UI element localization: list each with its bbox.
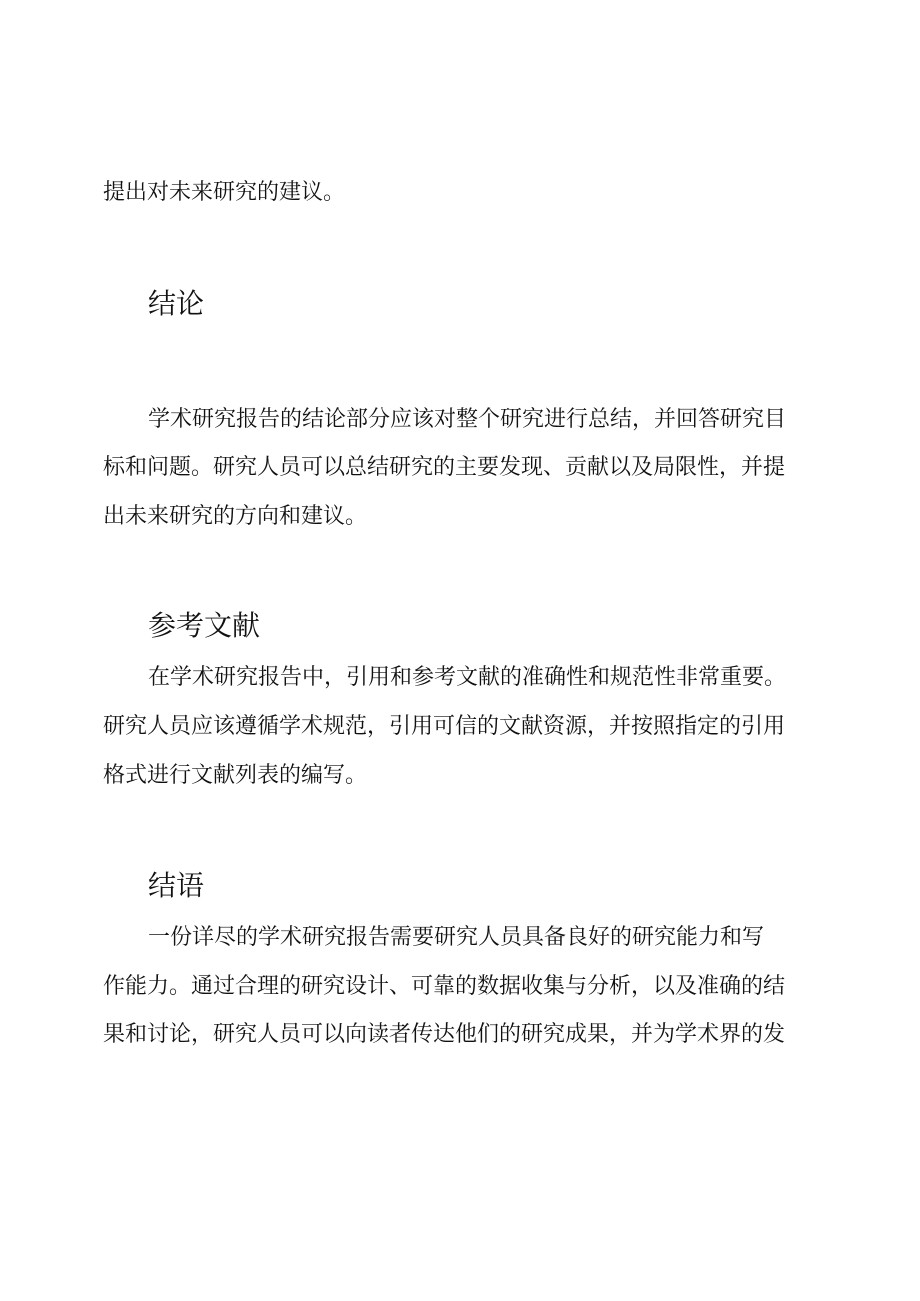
paragraph-line: 学术研究报告的结论部分应该对整个研究进行总结，并回答研究目 [148,407,787,432]
paragraph-line: 格式进行文献列表的编写。 [103,763,368,788]
paragraph-line: 作能力。通过合理的研究设计、可靠的数据收集与分析，以及准确的结 [103,974,786,999]
paragraph-line: 标和问题。研究人员可以总结研究的主要发现、贡献以及局限性，并提 [103,455,786,480]
carryover-paragraph-line: 提出对未来研究的建议。 [103,180,346,205]
paragraph-line: 一份详尽的学术研究报告需要研究人员具备良好的研究能力和写 [148,925,765,950]
paragraph-line: 果和讨论，研究人员可以向读者传达他们的研究成果，并为学术界的发 [103,1022,786,1047]
paragraph-line: 研究人员应该遵循学术规范，引用可信的文献资源，并按照指定的引用 [103,714,786,739]
paragraph-line: 在学术研究报告中，引用和参考文献的准确性和规范性非常重要。 [148,665,787,690]
section-heading-conclusion: 结论 [148,287,205,320]
paragraph-line: 出未来研究的方向和建议。 [103,504,368,529]
section-heading-references: 参考文献 [148,609,261,642]
section-heading-closing: 结语 [148,869,205,902]
